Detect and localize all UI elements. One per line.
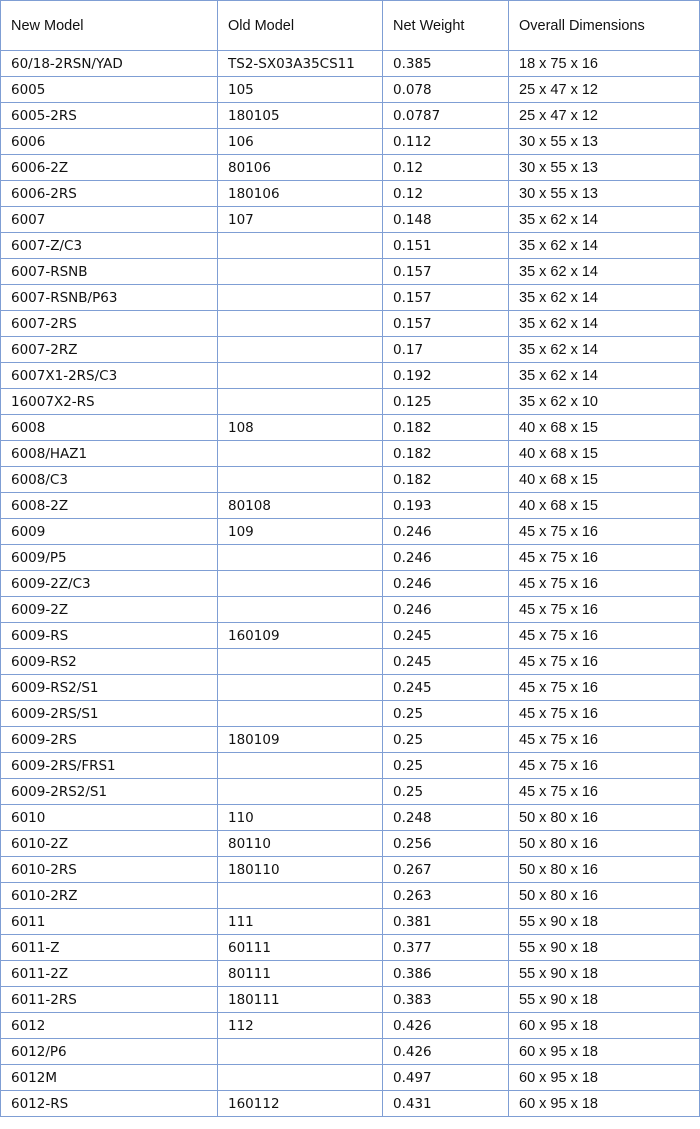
dimensions-cell: 45 x 75 x 16	[509, 649, 700, 675]
new-model-cell: 6007-2RZ	[1, 337, 218, 363]
table-row	[1, 285, 700, 311]
net-weight-cell: 0.245	[383, 675, 509, 701]
table-row	[1, 883, 700, 909]
dimensions-cell: 50 x 80 x 16	[509, 883, 700, 909]
dimensions-cell: 45 x 75 x 16	[509, 701, 700, 727]
net-weight-cell: 0.246	[383, 571, 509, 597]
net-weight-cell: 0.157	[383, 259, 509, 285]
old-model-cell	[218, 753, 383, 779]
net-weight-cell: 0.383	[383, 987, 509, 1013]
net-weight-cell: 0.386	[383, 961, 509, 987]
new-model-cell: 6007-Z/C3	[1, 233, 218, 259]
net-weight-cell: 0.431	[383, 1091, 509, 1117]
new-model-cell: 6012-RS	[1, 1091, 218, 1117]
new-model-cell: 6010-2RZ	[1, 883, 218, 909]
dimensions-cell: 45 x 75 x 16	[509, 545, 700, 571]
new-model-cell: 6009-2RS	[1, 727, 218, 753]
dimensions-cell: 40 x 68 x 15	[509, 415, 700, 441]
old-model-cell	[218, 311, 383, 337]
table-row	[1, 831, 700, 857]
net-weight-cell: 0.157	[383, 311, 509, 337]
dimensions-cell: 25 x 47 x 12	[509, 103, 700, 129]
net-weight-cell: 0.157	[383, 285, 509, 311]
net-weight-cell: 0.246	[383, 545, 509, 571]
new-model-cell: 6009-2Z	[1, 597, 218, 623]
new-model-cell: 6005	[1, 77, 218, 103]
net-weight-cell: 0.426	[383, 1013, 509, 1039]
table-header-row	[1, 1, 700, 51]
net-weight-cell: 0.12	[383, 181, 509, 207]
table-row	[1, 519, 700, 545]
old-model-cell: 80108	[218, 493, 383, 519]
net-weight-cell: 0.263	[383, 883, 509, 909]
dimensions-cell: 35 x 62 x 14	[509, 207, 700, 233]
table-row	[1, 675, 700, 701]
table-row	[1, 1065, 700, 1091]
new-model-cell: 6009-RS2/S1	[1, 675, 218, 701]
new-model-cell: 6006-2Z	[1, 155, 218, 181]
table-row	[1, 805, 700, 831]
table-row	[1, 597, 700, 623]
dimensions-cell: 35 x 62 x 10	[509, 389, 700, 415]
net-weight-cell: 0.078	[383, 77, 509, 103]
new-model-cell: 6008/HAZ1	[1, 441, 218, 467]
old-model-cell: 180109	[218, 727, 383, 753]
dimensions-cell: 40 x 68 x 15	[509, 467, 700, 493]
net-weight-cell: 0.17	[383, 337, 509, 363]
old-model-cell	[218, 363, 383, 389]
table-row	[1, 389, 700, 415]
new-model-cell: 6007-RSNB	[1, 259, 218, 285]
table-row	[1, 701, 700, 727]
net-weight-cell: 0.377	[383, 935, 509, 961]
new-model-cell: 6009-2RS/FRS1	[1, 753, 218, 779]
old-model-cell: 180110	[218, 857, 383, 883]
new-model-cell: 6011-2Z	[1, 961, 218, 987]
table-row	[1, 1091, 700, 1117]
header-old-model: Old Model	[218, 1, 383, 51]
table-row	[1, 857, 700, 883]
table-row	[1, 961, 700, 987]
old-model-cell: 105	[218, 77, 383, 103]
dimensions-cell: 55 x 90 x 18	[509, 935, 700, 961]
old-model-cell: 80110	[218, 831, 383, 857]
old-model-cell	[218, 675, 383, 701]
new-model-cell: 60/18-2RSN/YAD	[1, 51, 218, 77]
new-model-cell: 6008	[1, 415, 218, 441]
dimensions-cell: 55 x 90 x 18	[509, 987, 700, 1013]
net-weight-cell: 0.267	[383, 857, 509, 883]
table-row	[1, 935, 700, 961]
new-model-cell: 6010-2RS	[1, 857, 218, 883]
old-model-cell: 180105	[218, 103, 383, 129]
old-model-cell: 80111	[218, 961, 383, 987]
dimensions-cell: 55 x 90 x 18	[509, 961, 700, 987]
old-model-cell	[218, 259, 383, 285]
table-row	[1, 77, 700, 103]
dimensions-cell: 45 x 75 x 16	[509, 623, 700, 649]
net-weight-cell: 0.256	[383, 831, 509, 857]
net-weight-cell: 0.25	[383, 753, 509, 779]
dimensions-cell: 50 x 80 x 16	[509, 831, 700, 857]
dimensions-cell: 60 x 95 x 18	[509, 1065, 700, 1091]
old-model-cell	[218, 649, 383, 675]
table-row	[1, 103, 700, 129]
old-model-cell	[218, 441, 383, 467]
new-model-cell: 6006-2RS	[1, 181, 218, 207]
new-model-cell: 6009-2Z/C3	[1, 571, 218, 597]
table-row	[1, 493, 700, 519]
dimensions-cell: 45 x 75 x 16	[509, 571, 700, 597]
dimensions-cell: 30 x 55 x 13	[509, 181, 700, 207]
old-model-cell: 111	[218, 909, 383, 935]
net-weight-cell: 0.0787	[383, 103, 509, 129]
dimensions-cell: 50 x 80 x 16	[509, 857, 700, 883]
old-model-cell: 160109	[218, 623, 383, 649]
dimensions-cell: 35 x 62 x 14	[509, 337, 700, 363]
new-model-cell: 6009-RS2	[1, 649, 218, 675]
old-model-cell: 106	[218, 129, 383, 155]
new-model-cell: 6009-2RS/S1	[1, 701, 218, 727]
table-row	[1, 129, 700, 155]
new-model-cell: 6009/P5	[1, 545, 218, 571]
new-model-cell: 6009-RS	[1, 623, 218, 649]
dimensions-cell: 45 x 75 x 16	[509, 675, 700, 701]
new-model-cell: 6011-Z	[1, 935, 218, 961]
old-model-cell: 180111	[218, 987, 383, 1013]
old-model-cell: 112	[218, 1013, 383, 1039]
net-weight-cell: 0.245	[383, 649, 509, 675]
dimensions-cell: 50 x 80 x 16	[509, 805, 700, 831]
table-row	[1, 571, 700, 597]
dimensions-cell: 45 x 75 x 16	[509, 597, 700, 623]
net-weight-cell: 0.245	[383, 623, 509, 649]
table-row	[1, 1013, 700, 1039]
dimensions-cell: 40 x 68 x 15	[509, 441, 700, 467]
dimensions-cell: 40 x 68 x 15	[509, 493, 700, 519]
net-weight-cell: 0.112	[383, 129, 509, 155]
new-model-cell: 6010	[1, 805, 218, 831]
old-model-cell: 80106	[218, 155, 383, 181]
net-weight-cell: 0.25	[383, 779, 509, 805]
net-weight-cell: 0.25	[383, 727, 509, 753]
table-row	[1, 259, 700, 285]
net-weight-cell: 0.193	[383, 493, 509, 519]
new-model-cell: 6005-2RS	[1, 103, 218, 129]
table-row	[1, 337, 700, 363]
table-row	[1, 181, 700, 207]
dimensions-cell: 55 x 90 x 18	[509, 909, 700, 935]
table-row	[1, 467, 700, 493]
dimensions-cell: 30 x 55 x 13	[509, 129, 700, 155]
table-row	[1, 415, 700, 441]
dimensions-cell: 60 x 95 x 18	[509, 1013, 700, 1039]
old-model-cell: 60111	[218, 935, 383, 961]
net-weight-cell: 0.182	[383, 441, 509, 467]
dimensions-cell: 45 x 75 x 16	[509, 753, 700, 779]
new-model-cell: 6008/C3	[1, 467, 218, 493]
header-net-weight: Net Weight	[383, 1, 509, 51]
new-model-cell: 6012	[1, 1013, 218, 1039]
net-weight-cell: 0.192	[383, 363, 509, 389]
net-weight-cell: 0.385	[383, 51, 509, 77]
net-weight-cell: 0.182	[383, 467, 509, 493]
table-row	[1, 649, 700, 675]
old-model-cell	[218, 571, 383, 597]
new-model-cell: 6006	[1, 129, 218, 155]
dimensions-cell: 35 x 62 x 14	[509, 311, 700, 337]
new-model-cell: 6012/P6	[1, 1039, 218, 1065]
header-overall-dimensions: Overall Dimensions	[509, 1, 700, 51]
table-row	[1, 441, 700, 467]
new-model-cell: 6012M	[1, 1065, 218, 1091]
dimensions-cell: 60 x 95 x 18	[509, 1091, 700, 1117]
net-weight-cell: 0.182	[383, 415, 509, 441]
net-weight-cell: 0.148	[383, 207, 509, 233]
old-model-cell	[218, 1065, 383, 1091]
new-model-cell: 6007	[1, 207, 218, 233]
net-weight-cell: 0.151	[383, 233, 509, 259]
net-weight-cell: 0.246	[383, 519, 509, 545]
table-row	[1, 727, 700, 753]
old-model-cell	[218, 701, 383, 727]
old-model-cell	[218, 779, 383, 805]
old-model-cell: 180106	[218, 181, 383, 207]
old-model-cell	[218, 545, 383, 571]
table-row	[1, 207, 700, 233]
net-weight-cell: 0.125	[383, 389, 509, 415]
old-model-cell	[218, 285, 383, 311]
table-body	[1, 51, 700, 1117]
table-row	[1, 779, 700, 805]
dimensions-cell: 35 x 62 x 14	[509, 363, 700, 389]
old-model-cell	[218, 467, 383, 493]
old-model-cell: 108	[218, 415, 383, 441]
new-model-cell: 6008-2Z	[1, 493, 218, 519]
new-model-cell: 6009	[1, 519, 218, 545]
table-row	[1, 753, 700, 779]
table-row	[1, 51, 700, 77]
old-model-cell	[218, 233, 383, 259]
old-model-cell	[218, 597, 383, 623]
dimensions-cell: 35 x 62 x 14	[509, 285, 700, 311]
dimensions-cell: 35 x 62 x 14	[509, 259, 700, 285]
net-weight-cell: 0.25	[383, 701, 509, 727]
old-model-cell	[218, 337, 383, 363]
dimensions-cell: 45 x 75 x 16	[509, 779, 700, 805]
dimensions-cell: 45 x 75 x 16	[509, 727, 700, 753]
header-new-model: New Model	[1, 1, 218, 51]
net-weight-cell: 0.381	[383, 909, 509, 935]
table-row	[1, 545, 700, 571]
dimensions-cell: 35 x 62 x 14	[509, 233, 700, 259]
old-model-cell: 109	[218, 519, 383, 545]
old-model-cell	[218, 883, 383, 909]
new-model-cell: 6009-2RS2/S1	[1, 779, 218, 805]
new-model-cell: 6011	[1, 909, 218, 935]
old-model-cell: TS2-SX03A35CS11	[218, 51, 383, 77]
table-row	[1, 623, 700, 649]
new-model-cell: 16007X2-RS	[1, 389, 218, 415]
old-model-cell	[218, 1039, 383, 1065]
new-model-cell: 6011-2RS	[1, 987, 218, 1013]
old-model-cell: 107	[218, 207, 383, 233]
new-model-cell: 6007-2RS	[1, 311, 218, 337]
dimensions-cell: 60 x 95 x 18	[509, 1039, 700, 1065]
old-model-cell: 160112	[218, 1091, 383, 1117]
old-model-cell	[218, 389, 383, 415]
dimensions-cell: 30 x 55 x 13	[509, 155, 700, 181]
table-row	[1, 909, 700, 935]
dimensions-cell: 18 x 75 x 16	[509, 51, 700, 77]
new-model-cell: 6010-2Z	[1, 831, 218, 857]
net-weight-cell: 0.248	[383, 805, 509, 831]
table-row	[1, 233, 700, 259]
net-weight-cell: 0.12	[383, 155, 509, 181]
table-row	[1, 987, 700, 1013]
net-weight-cell: 0.497	[383, 1065, 509, 1091]
old-model-cell: 110	[218, 805, 383, 831]
dimensions-cell: 25 x 47 x 12	[509, 77, 700, 103]
new-model-cell: 6007X1-2RS/C3	[1, 363, 218, 389]
net-weight-cell: 0.246	[383, 597, 509, 623]
net-weight-cell: 0.426	[383, 1039, 509, 1065]
table-row	[1, 155, 700, 181]
table-row	[1, 1039, 700, 1065]
table-row	[1, 363, 700, 389]
new-model-cell: 6007-RSNB/P63	[1, 285, 218, 311]
table-row	[1, 311, 700, 337]
dimensions-cell: 45 x 75 x 16	[509, 519, 700, 545]
